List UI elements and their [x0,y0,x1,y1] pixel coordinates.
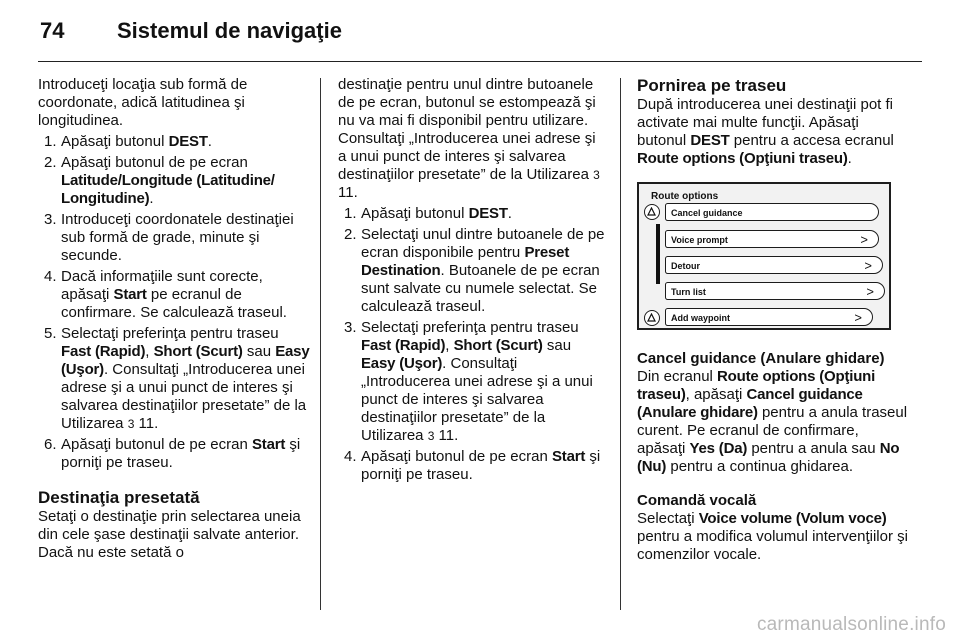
step-text: , [145,343,154,360]
step-text: şi porniţi pe traseu. [361,448,601,483]
step-number: 3. [344,319,357,336]
step-text: sau [542,337,572,354]
button-label-start: Start [551,448,586,465]
step-text: şi porniţi pe traseu. [61,436,301,471]
step-item [338,319,606,445]
step-text: . [507,205,512,222]
page-reference-icon: 3 [593,168,600,182]
option-voice-prompt[interactable] [665,230,879,248]
paragraph-text: destinaţie pentru unul dintre butoanele de pe ecran, butonul se estompează şi nu va mai fi disponibil pentru utilizare. Consultaţi „Introducerea unei adrese şi a unui punct de interes şi salvarea destinaţiilor presetate” de la Utilizarea [338,76,596,183]
page-title: Sistemul de navigaţie [117,18,342,43]
header-rule [38,61,922,62]
step-text: Apăsaţi butonul [61,133,169,150]
column-divider [620,78,621,610]
option-label: Turn list [671,287,706,297]
step-number: 6. [44,436,57,453]
option-turn-list[interactable] [665,282,885,300]
option-short: Short (Scurt) [153,343,243,360]
paragraph-text: . [847,150,852,167]
paragraph-text: pentru a modifica volumul intervenţiilor şi comenzilor vocale. [637,528,908,563]
chevron-right-icon: > [860,232,868,247]
scrollbar-track[interactable] [656,224,660,284]
button-label-voice-volume: Voice volume (Volum voce) [698,510,887,527]
button-label-no: No (Nu) [637,440,900,475]
voice-command-paragraph [637,510,909,564]
option-fast: Fast (Rapid) [61,343,146,360]
option-cancel-guidance[interactable] [665,203,879,221]
option-label: Detour [671,261,700,271]
page-header [0,0,960,62]
cancel-guidance-paragraph [637,368,909,476]
step-number: 5. [44,325,57,342]
page-number: 74 [40,18,65,43]
page-reference[interactable]: 11. [138,415,159,432]
button-label-latitude-longitude: Latitude/Longitude (Latitudine/ Longitudine) [61,172,275,207]
screen-name-route-options: Route options (Opţiuni traseu) [637,150,848,167]
column-right [637,76,909,564]
option-label: Cancel guidance [671,208,743,218]
step-text: Introduceţi coordonatele destinaţiei sub formă de grade, minute şi secunde. [61,211,294,264]
step-text: . [207,133,212,150]
column-left [38,76,310,562]
paragraph-text: După introducerea unei destinaţii pot fi activate mai multe funcţii. Apăsaţi butonul [637,96,893,149]
column-middle [338,76,606,484]
paragraph-text: Din ecranul [637,368,718,385]
step-item [338,226,606,316]
step-text: sau [242,343,276,360]
step-item [38,268,310,322]
stop-guidance-icon [644,204,660,220]
option-easy: Easy (Uşor) [61,343,310,378]
step-text: . [149,190,154,207]
section-heading-start-route: Pornirea pe traseu [637,76,787,95]
step-text: . Butoanele de pe ecran sunt salvate cu numele selectat. Se calculează traseul. [361,262,600,315]
step-text: Apăsaţi butonul de pe ecran [361,448,552,465]
screen-name-route-options: Route options (Opţiuni traseu) [637,368,876,403]
paragraph-text: pentru a anula sau [747,440,880,457]
preset-paragraph-continued [338,76,606,202]
button-label-preset-destination: Preset Destination [361,244,570,279]
start-route-paragraph [637,96,909,168]
step-number: 2. [44,154,57,171]
step-item [38,325,310,433]
column-divider [320,78,321,610]
paragraph-text: Selectaţi [637,510,699,527]
button-label-dest: DEST [690,132,730,149]
step-text: pe ecranul de confirmare. Se calculează traseul. [61,286,287,321]
button-label-dest: DEST [468,205,508,222]
button-label-cancel-guidance: Cancel guidance (Anulare ghidare) [637,386,863,421]
step-text: Selectaţi unul dintre butoanele de pe ecran disponibile pentru [361,226,605,261]
spacer [38,472,310,488]
chevron-right-icon: > [864,258,872,273]
step-text: . Consultaţi „Introducerea unei adrese şi a unui punct de interes şi salvarea destinaţiilor presetate” de la Utilizarea [361,355,593,444]
button-label-start: Start [251,436,286,453]
coordinates-steps [38,133,310,472]
step-number: 4. [44,268,57,285]
step-item [38,154,310,208]
step-item [38,211,310,265]
option-detour[interactable] [665,256,883,274]
page-reference-icon: 3 [427,429,435,443]
step-number: 1. [344,205,357,222]
step-number: 2. [344,226,357,243]
step-item [338,448,606,484]
screen-title: Route options [651,191,719,202]
page-reference-icon: 3 [127,417,135,431]
watermark: carmanualsonline.info [756,614,946,635]
step-item [38,133,310,151]
chevron-right-icon: > [854,310,862,325]
page-reference[interactable]: 11. [438,427,459,444]
button-label-yes: Yes (Da) [689,440,748,457]
option-easy: Easy (Uşor) [361,355,443,372]
step-text: Apăsaţi butonul [361,205,469,222]
step-text: . Consultaţi „Introducerea unei adrese şi a unui punct de interes şi salvarea destinaţiilor presetate” de la Utilizarea [61,361,307,432]
chevron-right-icon: > [866,284,874,299]
step-text: , [445,337,454,354]
section-heading-voice-command: Comandă vocală [637,492,757,509]
paragraph-text: pentru a continua ghidarea. [666,458,853,475]
step-number: 3. [44,211,57,228]
route-options-screen [637,182,891,330]
step-text: Selectaţi preferinţa pentru traseu [361,319,579,336]
page-reference[interactable]: 11. [338,184,358,201]
option-fast: Fast (Rapid) [361,337,446,354]
coordinates-intro: Introduceţi locaţia sub formă de coordonate, adică latitudinea şi longitudinea. [38,76,248,129]
section-heading-cancel-guidance: Cancel guidance (Anulare ghidare) [637,350,885,367]
step-item [38,436,310,472]
step-text: Apăsaţi butonul de pe ecran [61,436,252,453]
paragraph-text: pentru a anula traseul curent. Pe ecranul de confirmare, apăsaţi [637,404,908,457]
preset-paragraph: Setaţi o destinaţie prin selectarea uneia din cele şase destinaţii salvate anterior. Dacă nu este setată o [38,508,301,561]
button-label-start: Start [113,286,147,303]
option-short: Short (Scurt) [453,337,543,354]
preset-steps [338,205,606,484]
waypoint-icon [644,310,660,326]
section-heading-preset: Destinaţia presetată [38,488,200,507]
paragraph-text: pentru a accesa ecranul [729,132,894,149]
paragraph-text: , apăsaţi [685,386,747,403]
step-number: 1. [44,133,57,150]
step-text: Dacă informaţiile sunt corecte, apăsaţi [61,268,263,303]
spacer [637,476,909,492]
option-label: Add waypoint [671,313,730,323]
step-item [338,205,606,223]
step-text: Selectaţi preferinţa pentru traseu [61,325,279,342]
step-number: 4. [344,448,357,465]
option-add-waypoint[interactable] [665,308,873,326]
step-text: Apăsaţi butonul de pe ecran [61,154,248,171]
option-label: Voice prompt [671,235,728,245]
button-label-dest: DEST [168,133,208,150]
